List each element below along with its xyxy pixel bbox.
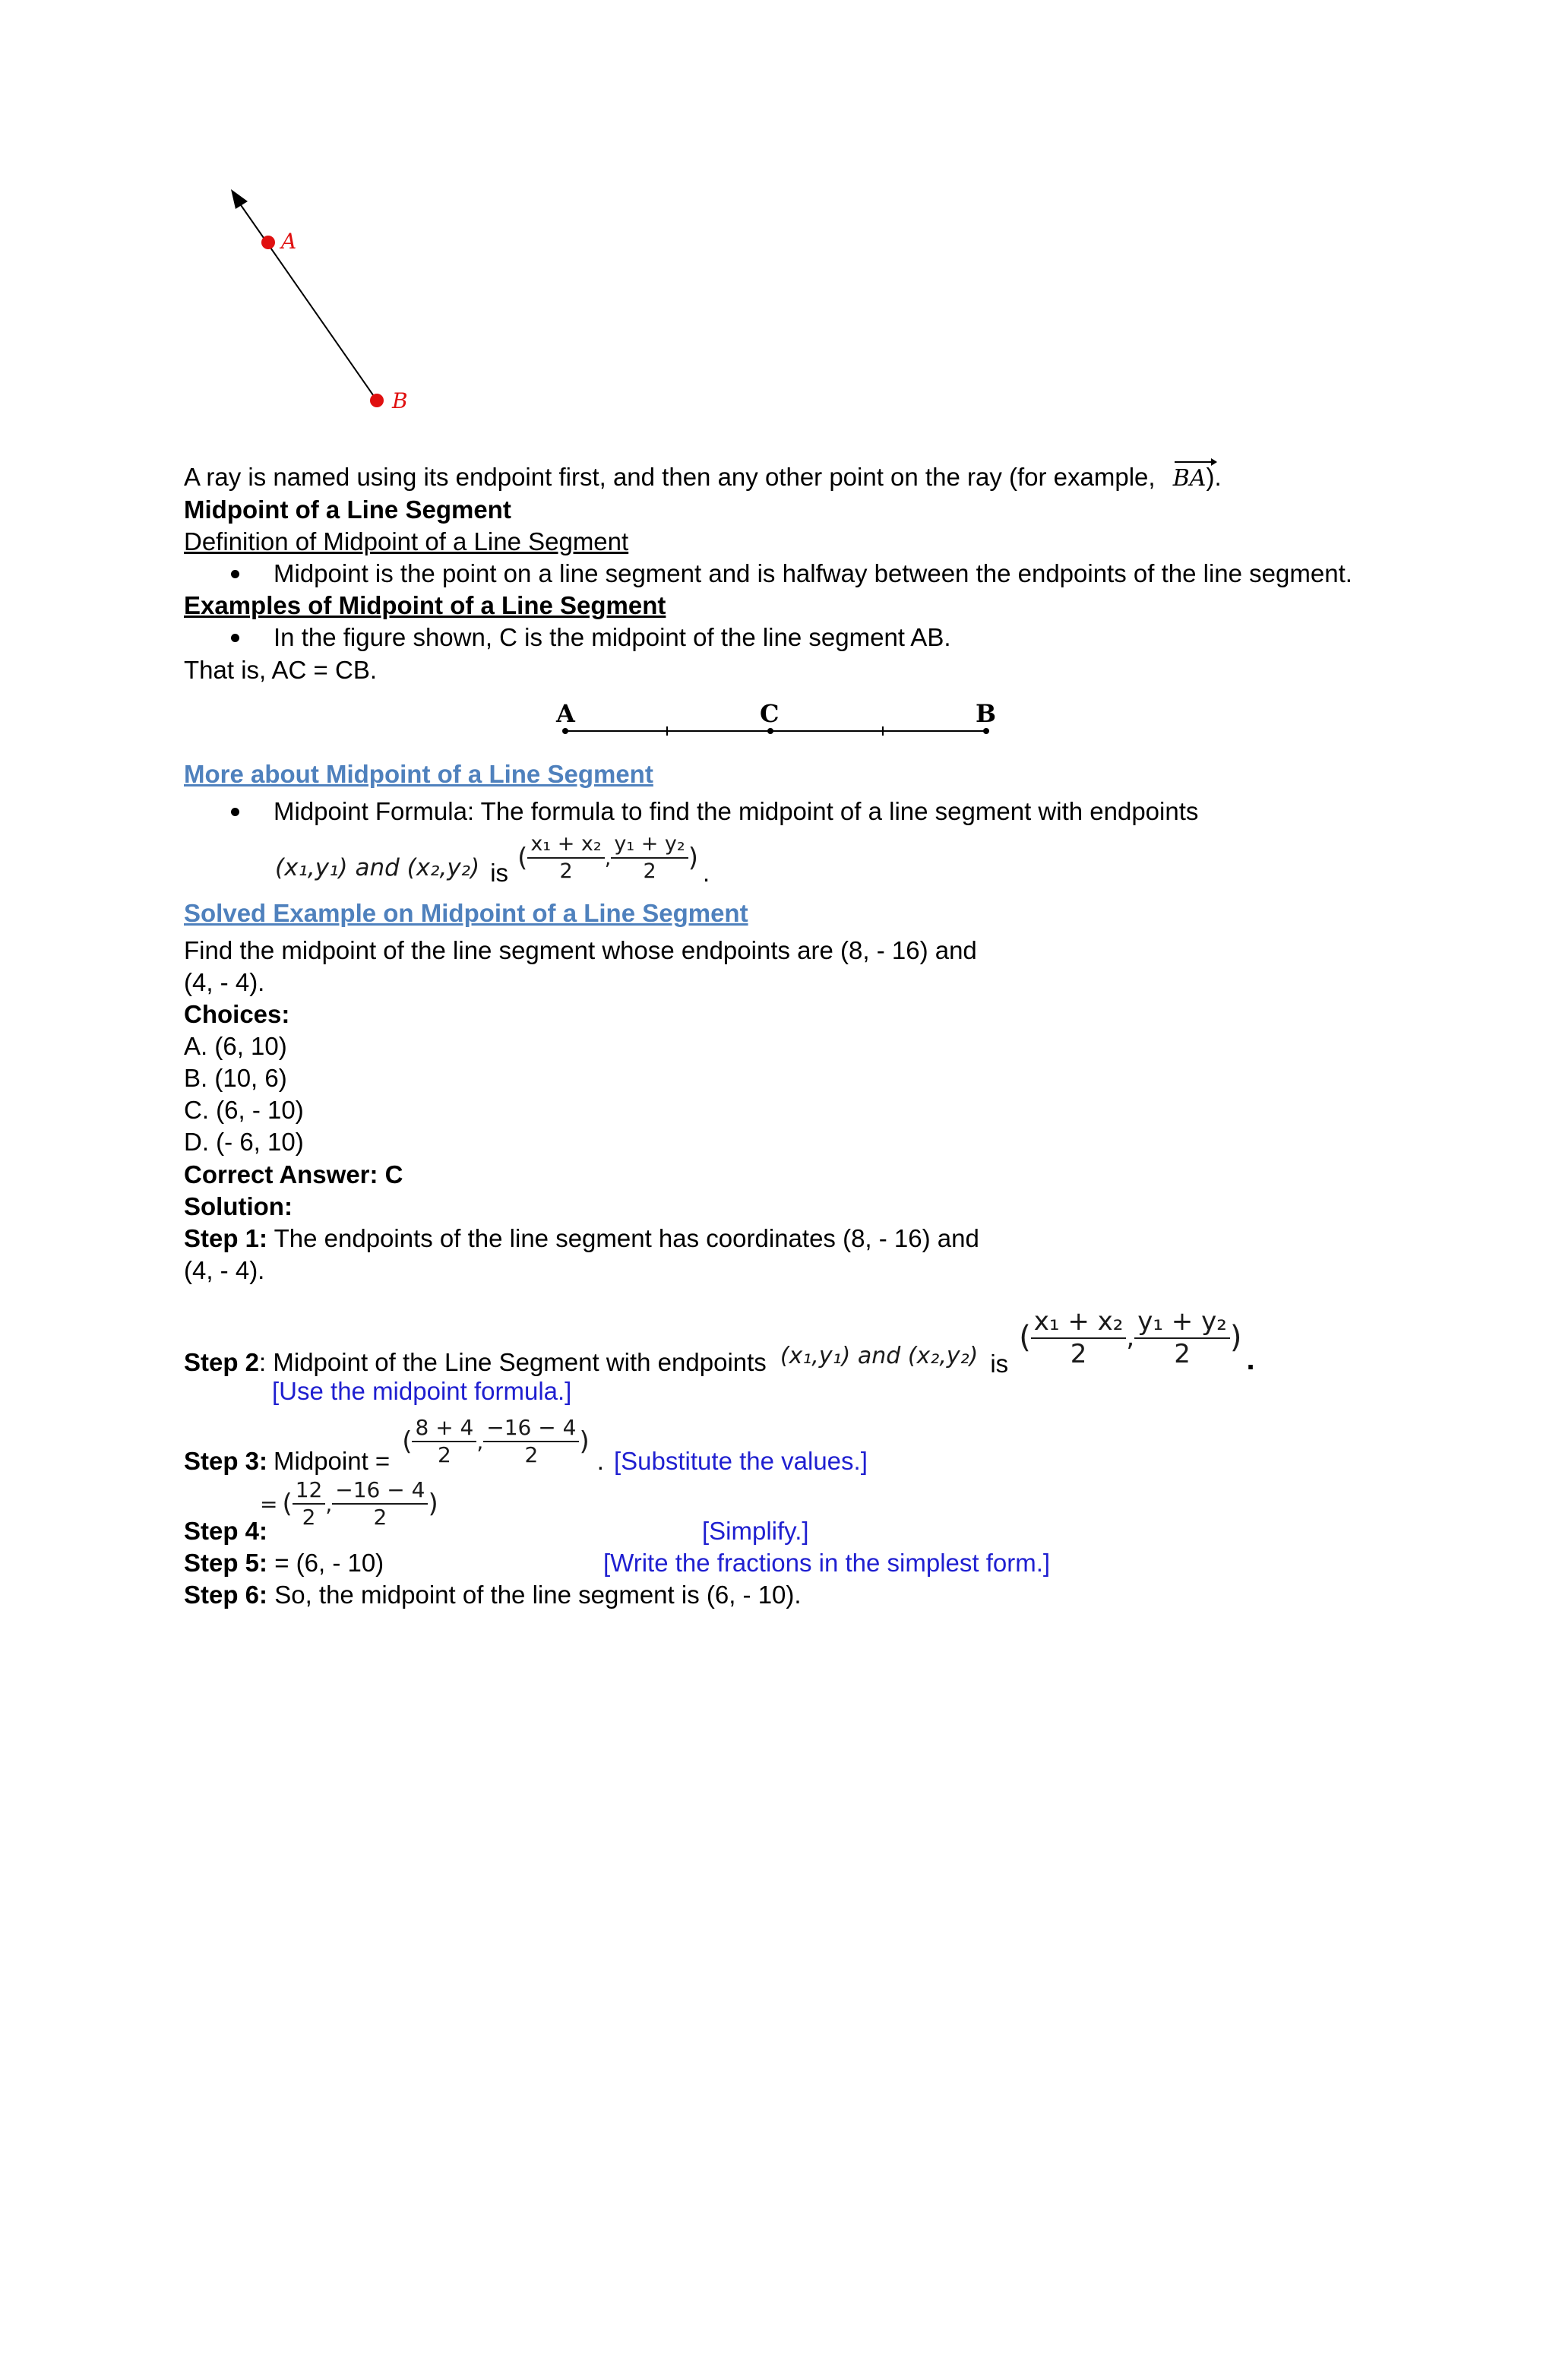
bullet-icon bbox=[228, 622, 243, 654]
ray-notation: BA bbox=[1173, 463, 1207, 495]
problem-line-2: (4, - 4). bbox=[184, 968, 265, 996]
step-3-period: . bbox=[596, 1447, 604, 1475]
ray-label-a: A bbox=[281, 229, 297, 254]
solution-heading: Solution: bbox=[184, 1192, 293, 1220]
choice-a: A. (6, 10) bbox=[184, 1032, 287, 1060]
step-6-label: Step 6: bbox=[184, 1581, 268, 1609]
step-5-hint: [Write the fractions in the simplest form.] bbox=[603, 1549, 1051, 1577]
step-2-endpoints: (x₁,y₁) and (x₂,y₂) bbox=[780, 1343, 979, 1369]
step-2-text: : Midpoint of the Line Segment with endpoints bbox=[259, 1348, 767, 1376]
step-5 bbox=[184, 1547, 384, 1579]
correct-answer: Correct Answer: C bbox=[184, 1160, 403, 1188]
step-5-text: = (6, - 10) bbox=[274, 1549, 384, 1577]
step-2-expression: ( $\frac{\text{x₁ + x₂}}{2}$ , $\frac{\text{y₁ + y₂}}{2}$ ) bbox=[1019, 1306, 1242, 1369]
step-6 bbox=[184, 1579, 802, 1611]
segment-point-b bbox=[983, 728, 989, 734]
midpoint-formula bbox=[275, 828, 710, 889]
problem-line-1: Find the midpoint of the line segment whose endpoints are (8, - 16) and bbox=[184, 936, 977, 964]
more-about-link[interactable]: More about Midpoint of a Line Segment bbox=[184, 760, 653, 788]
ray-label-b: B bbox=[392, 388, 408, 413]
step-1-text-2: (4, - 4). bbox=[184, 1256, 265, 1284]
step-3 bbox=[184, 1406, 604, 1476]
step-4-hint: [Simplify.] bbox=[702, 1517, 809, 1545]
ray-figure bbox=[220, 179, 448, 422]
choice-c: C. (6, - 10) bbox=[184, 1096, 304, 1124]
step-4-expression: = ( $\frac{12}{2}$ , $\frac{-16 - 4}{2}$ ) bbox=[260, 1477, 438, 1530]
step-6-text: So, the midpoint of the line segment is (6, - 10). bbox=[274, 1581, 802, 1609]
step-1 bbox=[184, 1223, 979, 1255]
step-4-label: Step 4: bbox=[184, 1517, 268, 1545]
step-2 bbox=[184, 1289, 1255, 1380]
ray-naming-text: A ray is named using its endpoint first, and then any other point on the ray (for example, bbox=[184, 463, 1156, 491]
formula-period: . bbox=[703, 859, 710, 887]
ray-naming-line bbox=[184, 461, 1222, 495]
choice-b: B. (10, 6) bbox=[184, 1064, 287, 1092]
definition-bullet-text: Midpoint is the point on a line segment and is halfway between the endpoints of the line segment. bbox=[274, 559, 1352, 587]
formula-bullet-text: Midpoint Formula: The formula to find the midpoint of a line segment with endpoints bbox=[274, 797, 1199, 825]
segment-label-b: B bbox=[976, 699, 997, 728]
step-5-label: Step 5: bbox=[184, 1549, 268, 1577]
ray-line bbox=[234, 195, 377, 400]
bullet-icon bbox=[228, 796, 243, 828]
segment-label-a: A bbox=[556, 699, 575, 728]
segment-figure bbox=[555, 698, 1010, 743]
step-3-hint: [Substitute the values.] bbox=[614, 1447, 868, 1475]
examples-heading: Examples of Midpoint of a Line Segment bbox=[184, 591, 666, 619]
choices-heading: Choices: bbox=[184, 1000, 290, 1028]
step-3-label: Step 3: bbox=[184, 1447, 268, 1475]
choice-d: D. (- 6, 10) bbox=[184, 1128, 304, 1156]
examples-bullet-text: In the figure shown, C is the midpoint of the line segment AB. bbox=[274, 623, 951, 651]
step-1-text: The endpoints of the line segment has coordinates (8, - 16) and bbox=[274, 1224, 979, 1252]
ray-arrowhead bbox=[231, 189, 248, 209]
ray-notation-arrow-icon bbox=[1173, 457, 1217, 467]
segment-point-c bbox=[767, 728, 773, 734]
step-2-label: Step 2 bbox=[184, 1348, 260, 1376]
step-3-expression: ( $\frac{8 + 4}{2}$ , $\frac{-16 - 4}{2}$ ) bbox=[402, 1415, 590, 1467]
formula-expression: ( $\frac{\text{x₁ + x₂}}{2}$ , $\frac{\text{y₁ + y₂}}{2}$ ) bbox=[517, 832, 698, 883]
step-3-text: Midpoint = bbox=[274, 1447, 391, 1475]
step-2-period: . bbox=[1246, 1343, 1255, 1376]
ray-naming-end: ). bbox=[1206, 463, 1222, 491]
examples-that-is: That is, AC = CB. bbox=[184, 656, 378, 684]
step-2-hint: [Use the midpoint formula.] bbox=[272, 1377, 572, 1405]
formula-is: is bbox=[490, 859, 509, 887]
step-1-label: Step 1: bbox=[184, 1224, 268, 1252]
ray-point-a bbox=[261, 236, 275, 249]
segment-point-a bbox=[562, 728, 568, 734]
formula-endpoints: (x₁,y₁) and (x₂,y₂) bbox=[275, 854, 480, 881]
solved-example-link[interactable]: Solved Example on Midpoint of a Line Segment bbox=[184, 899, 748, 927]
midpoint-heading: Midpoint of a Line Segment bbox=[184, 495, 511, 524]
segment-label-c: C bbox=[760, 699, 780, 728]
bullet-icon bbox=[228, 558, 243, 590]
step-2-is: is bbox=[990, 1350, 1009, 1378]
definition-heading: Definition of Midpoint of a Line Segment bbox=[184, 527, 629, 555]
ray-point-b bbox=[370, 394, 384, 407]
